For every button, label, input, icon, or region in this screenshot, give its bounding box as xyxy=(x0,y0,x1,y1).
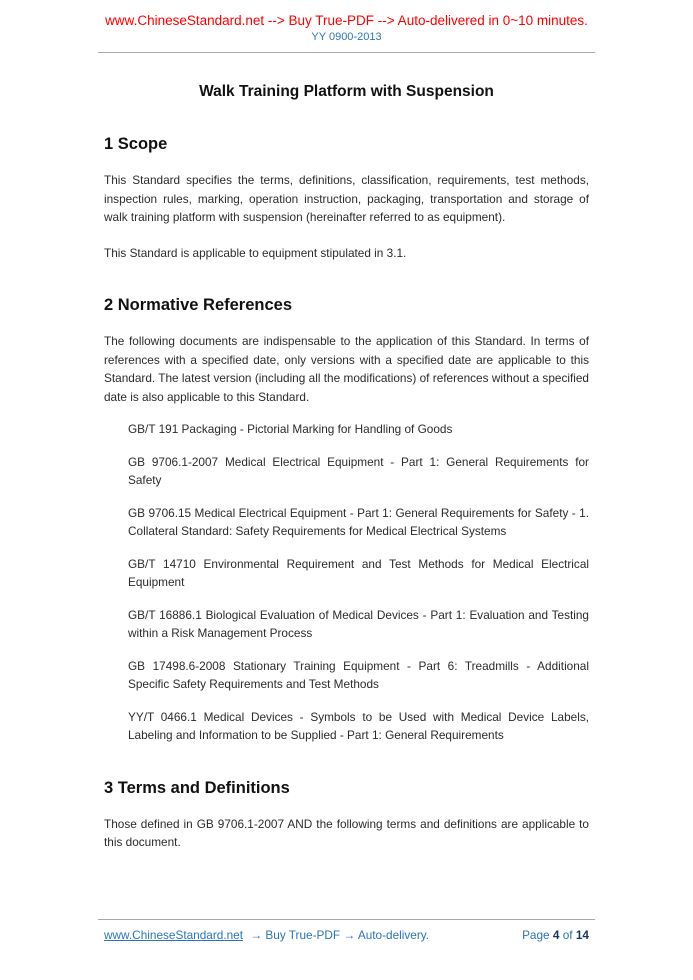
reference-item: GB/T 191 Packaging - Pictorial Marking for Handling of Goods xyxy=(128,422,453,436)
scope-paragraph-1: This Standard specifies the terms, definitions, classification, requirements, test methods, inspection rules, marking, operation instruction, packaging, transportation and storage of walk training platform with suspension (hereinafter referred to as equipment). xyxy=(104,173,589,224)
terms-paragraph-1: Those defined in GB 9706.1-2007 AND the following terms and definitions are applicable to this document. xyxy=(104,816,589,849)
section-heading-terms-definitions: 3 Terms and Definitions xyxy=(104,778,290,797)
page-current: 4 xyxy=(552,928,560,942)
normative-intro-paragraph: The following documents are indispensable to the application of this Standard. In terms of references with a specified date, only versions with a specified date are applicable to this Standard. The latest version (including all the modifications) of references without a specified date is also applicable to this Standard. xyxy=(104,334,589,404)
section-heading-normative-references: 2 Normative References xyxy=(104,296,293,314)
header-banner: www.ChineseStandard.net --> Buy True-PDF --> Auto-delivered in 0~10 minutes. xyxy=(105,13,588,28)
page-label: Page xyxy=(522,928,550,942)
section-heading-scope: 1 Scope xyxy=(104,135,168,153)
footer-tagline: → Buy True-PDF → Auto-delivery. xyxy=(250,928,430,942)
reference-item: GB 17498.6-2008 Stationary Training Equipment - Part 6: Treadmills - Additional Specific Safety Requirements and Test Methods xyxy=(128,658,589,691)
page-indicator xyxy=(522,928,589,942)
reference-item: GB/T 16886.1 Biological Evaluation of Medical Devices - Part 1: Evaluation and Testing within a Risk Management Process xyxy=(128,607,589,640)
header-rule xyxy=(98,52,595,53)
reference-item: GB/T 14710 Environmental Requirement and Test Methods for Medical Electrical Equipment xyxy=(128,556,589,589)
page-of-label: of xyxy=(562,928,573,942)
footer-left xyxy=(104,928,429,942)
page-footer xyxy=(0,919,693,942)
footer-rule xyxy=(98,919,595,920)
document-title: Walk Training Platform with Suspension xyxy=(199,83,494,100)
page-total: 14 xyxy=(575,928,589,942)
reference-item: GB 9706.15 Medical Electrical Equipment - Part 1: General Requirements for Safety - 1. Collateral Standard: Safety Requirements for Medical Electrical Systems xyxy=(128,505,589,538)
doc-number: YY 0900-2013 xyxy=(311,31,382,43)
document-body xyxy=(104,135,589,852)
reference-item: YY/T 0466.1 Medical Devices - Symbols to be Used with Medical Device Labels, Labeling and Information to be Supplied - Part 1: General Requirements xyxy=(128,709,589,742)
scope-paragraph-2: This Standard is applicable to equipment stipulated in 3.1. xyxy=(104,245,407,260)
footer-site-link[interactable]: www.ChineseStandard.net xyxy=(104,928,244,942)
reference-item: GB 9706.1-2007 Medical Electrical Equipment - Part 1: General Requirements for Safety xyxy=(128,454,589,487)
